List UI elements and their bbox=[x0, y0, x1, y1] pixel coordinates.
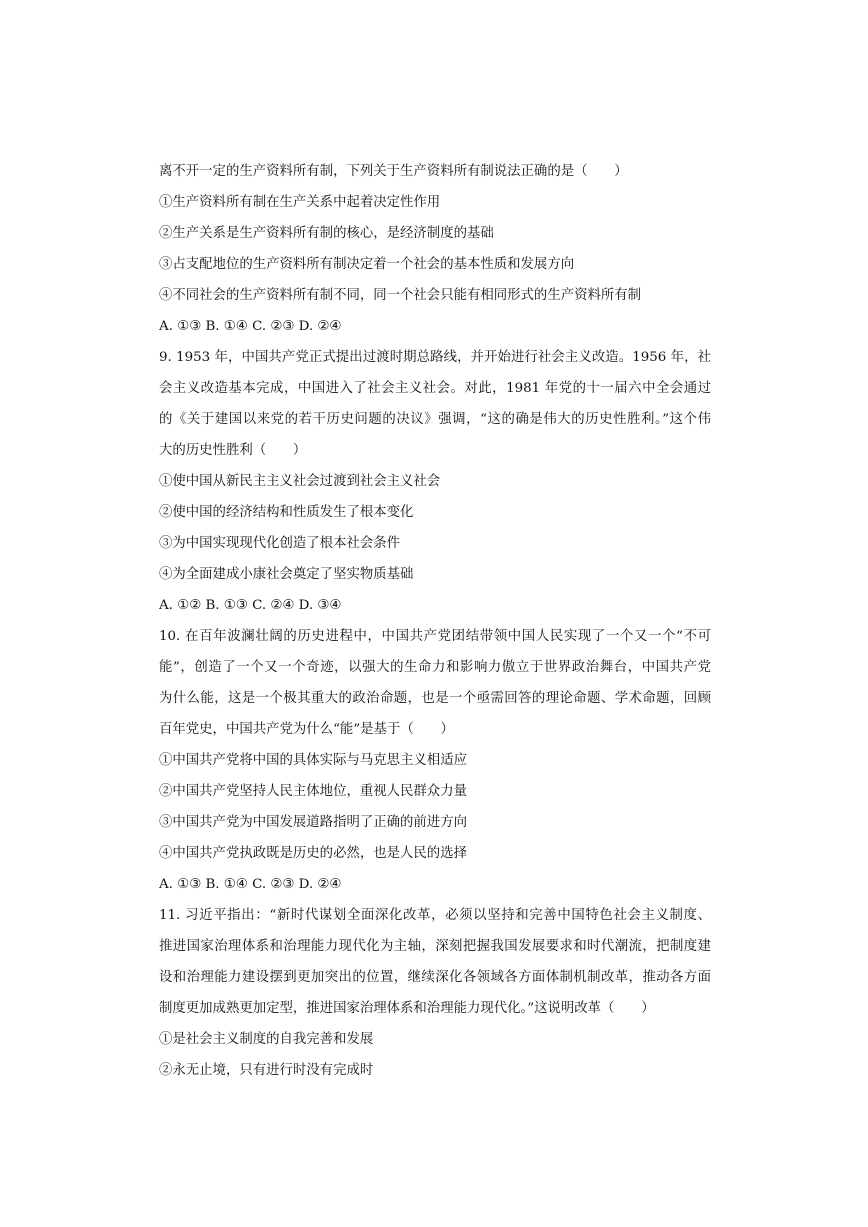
question-9 bbox=[159, 342, 711, 621]
question-11-stem-line-1: 11. 习近平指出：“新时代谋划全面深化改革，必须以坚持和完善中国特色社会主义制度、 bbox=[159, 908, 711, 923]
question-11-option-2: ②永无止境，只有进行时没有完成时 bbox=[159, 1063, 374, 1078]
question-10-stem-line-4: 百年党史，中国共产党为什么“能”是基于（ ） bbox=[159, 722, 454, 737]
question-11-option-1: ①是社会主义制度的自我完善和发展 bbox=[159, 1032, 374, 1047]
question-10-stem-line-3: 为什么能，这是一个极其重大的政治命题，也是一个亟需回答的理论命题、学术命题，回顾 bbox=[159, 691, 711, 706]
question-8-option-1: ①生产资料所有制在生产关系中起着决定性作用 bbox=[159, 195, 441, 210]
question-9-option-1: ①使中国从新民主主义社会过渡到社会主义社会 bbox=[159, 474, 441, 489]
question-10-option-4: ④中国共产党执政既是历史的必然，也是人民的选择 bbox=[159, 846, 467, 861]
question-8-option-3: ③占支配地位的生产资料所有制决定着一个社会的基本性质和发展方向 bbox=[159, 257, 575, 272]
question-9-option-3: ③为中国实现现代化创造了根本社会条件 bbox=[159, 536, 401, 551]
question-10-stem-line-2: 能”，创造了一个又一个奇迹，以强大的生命力和影响力傲立于世界政治舞台，中国共产党 bbox=[159, 660, 711, 675]
question-9-choices: A. ①② B. ①③ C. ②④ D. ③④ bbox=[159, 598, 342, 613]
question-8-choices: A. ①③ B. ①④ C. ②③ D. ②④ bbox=[159, 319, 342, 334]
question-10-stem-line-1: 10. 在百年波澜壮阔的历史进程中，中国共产党团结带领中国人民实现了一个又一个“不可 bbox=[159, 629, 711, 644]
question-8-option-4: ④不同社会的生产资料所有制不同，同一个社会只能有相同形式的生产资料所有制 bbox=[159, 288, 642, 303]
question-9-option-2: ②使中国的经济结构和性质发生了根本变化 bbox=[159, 505, 414, 520]
question-9-stem-line-2: 会主义改造基本完成，中国进入了社会主义社会。对此，1981 年党的十一届六中全会通过 bbox=[159, 381, 711, 396]
question-8-stem: 离不开一定的生产资料所有制，下列关于生产资料所有制说法正确的是（ ） bbox=[159, 164, 628, 179]
question-9-stem-line-4: 大的历史性胜利（ ） bbox=[159, 443, 307, 458]
question-11-stem-line-3: 设和治理能力建设摆到更加突出的位置，继续深化各领域各方面体制机制改革，推动各方面 bbox=[159, 970, 711, 985]
question-11-stem-line-2: 推进国家治理体系和治理能力现代化为主轴，深刻把握我国发展要求和时代潮流，把制度建 bbox=[159, 939, 711, 954]
question-8-option-2: ②生产关系是生产资料所有制的核心，是经济制度的基础 bbox=[159, 226, 494, 241]
question-10-choices: A. ①③ B. ①④ C. ②③ D. ②④ bbox=[159, 877, 342, 892]
question-9-stem-line-3: 的《关于建国以来党的若干历史问题的决议》强调，“这的确是伟大的历史性胜利。”这个伟 bbox=[159, 412, 711, 427]
question-8 bbox=[159, 156, 711, 342]
question-10-option-2: ②中国共产党坚持人民主体地位，重视人民群众力量 bbox=[159, 784, 467, 799]
question-11 bbox=[159, 900, 711, 1086]
question-10-option-1: ①中国共产党将中国的具体实际与马克思主义相适应 bbox=[159, 753, 467, 768]
question-9-stem-line-1: 9. 1953 年，中国共产党正式提出过渡时期总路线，并开始进行社会主义改造。1956 年，社 bbox=[159, 350, 711, 365]
question-10-option-3: ③中国共产党为中国发展道路指明了正确的前进方向 bbox=[159, 815, 467, 830]
exam-page bbox=[159, 156, 711, 1086]
question-9-option-4: ④为全面建成小康社会奠定了坚实物质基础 bbox=[159, 567, 414, 582]
question-11-stem-line-4: 制度更加成熟更加定型，推进国家治理体系和治理能力现代化。”这说明改革（ ） bbox=[159, 1001, 655, 1016]
question-10 bbox=[159, 621, 711, 900]
